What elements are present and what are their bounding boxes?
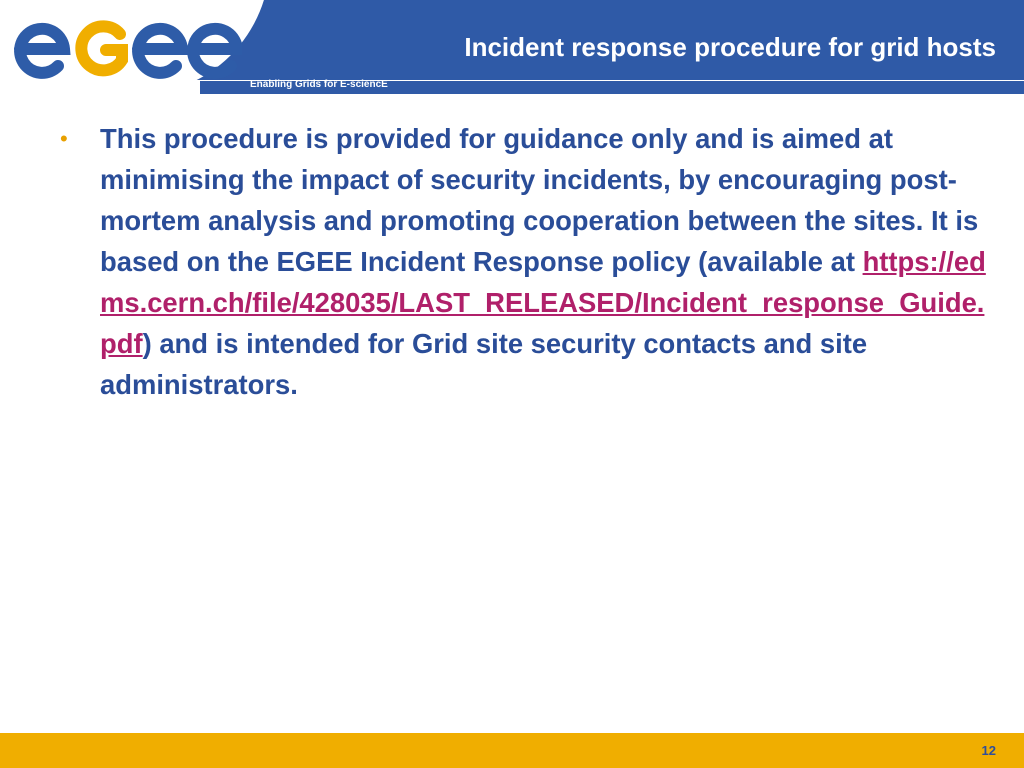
- logo-letter-g: [81, 26, 122, 70]
- policy-document-link[interactable]: https://edms.cern.ch/file/428035/LAST_RELEASED/Incident_response_Guide.pdf: [100, 246, 986, 359]
- egee-logo: [12, 14, 242, 84]
- header-subtitle: Enabling Grids for E-sciencE: [250, 79, 388, 90]
- logo-letter-e1: [20, 29, 64, 73]
- paragraph-text-before-link: This procedure is provided for guidance only and is aimed at minimising the impact of security incidents, by encouraging post-mortem analysis and promoting cooperation between the sites. It is based on the EGEE Incident Response policy (available at: [100, 123, 979, 277]
- bullet-icon: •: [60, 126, 68, 151]
- content-area: [60, 118, 990, 405]
- logo-letter-e2: [138, 29, 182, 73]
- slide-title: Incident response procedure for grid hosts: [464, 32, 996, 62]
- logo-letter-e3: [193, 29, 237, 73]
- page-number: 12: [981, 743, 996, 758]
- footer-bar: [0, 733, 1024, 768]
- body-paragraph: [60, 118, 990, 405]
- paragraph-text-after-link: ) and is intended for Grid site security contacts and site administrators.: [100, 328, 868, 400]
